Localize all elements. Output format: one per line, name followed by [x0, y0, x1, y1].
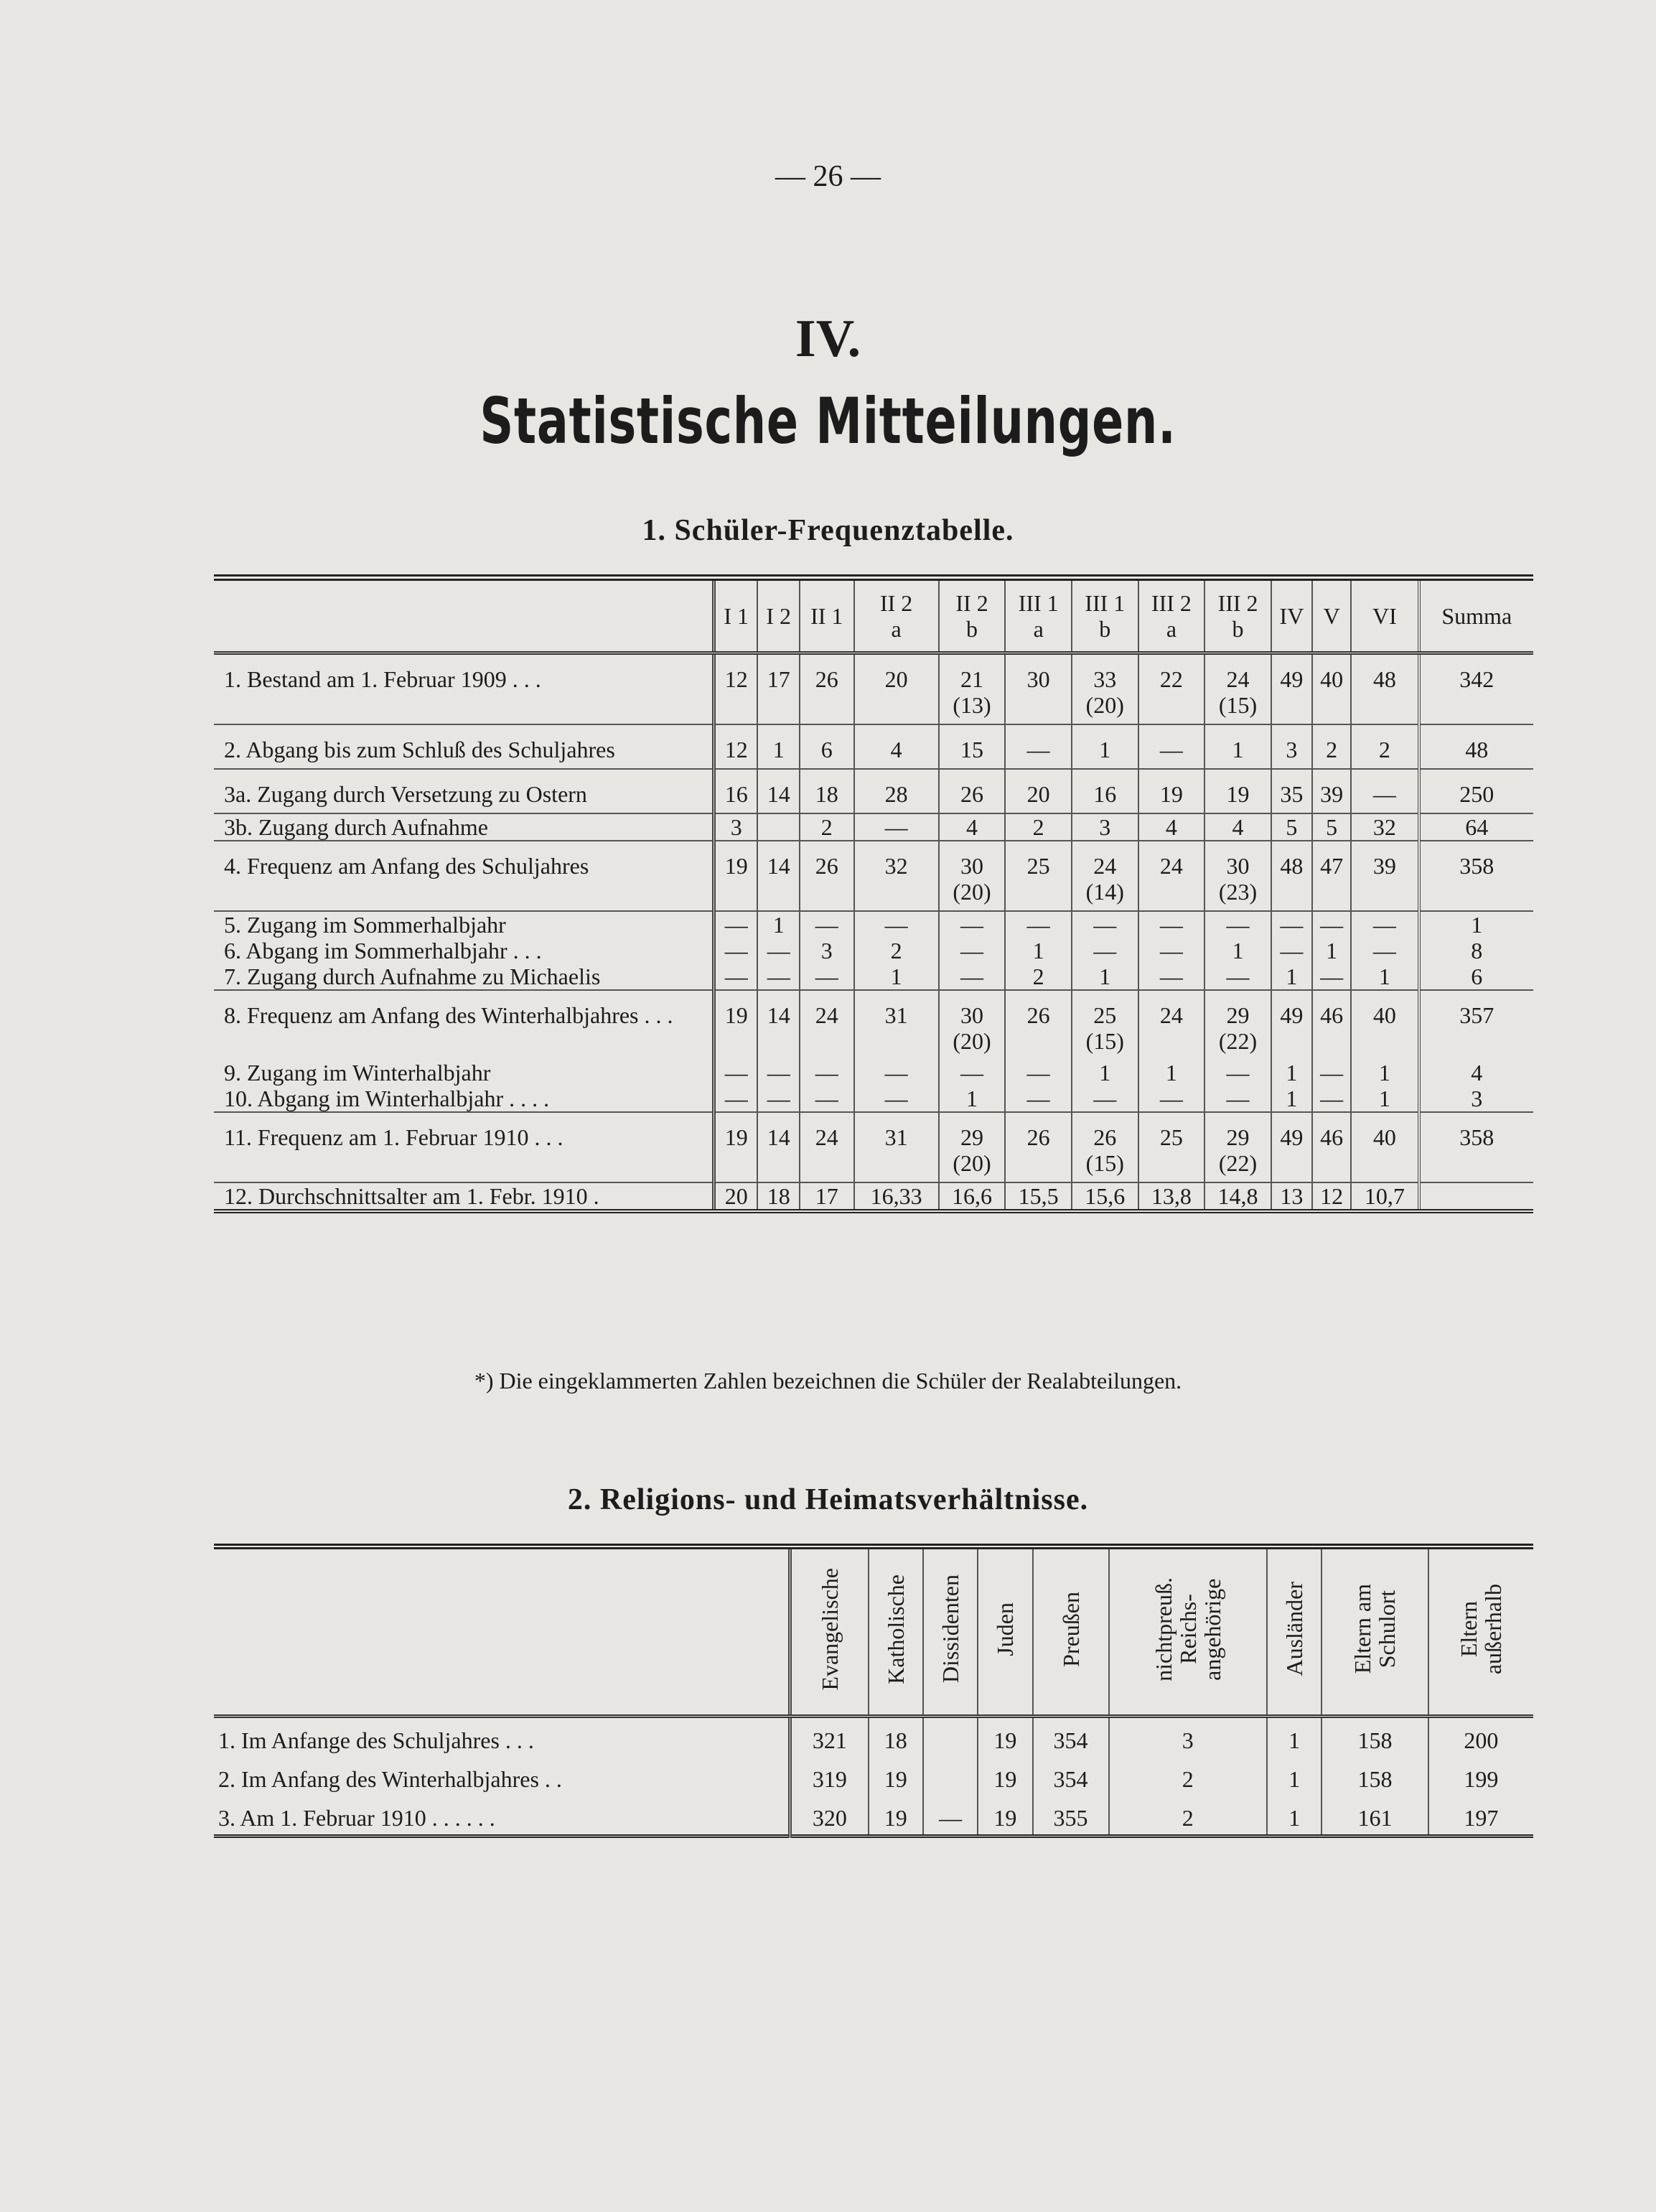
- table-cell: 14: [757, 841, 800, 911]
- table-cell: —: [1138, 1086, 1205, 1112]
- row-label: 2. Im Anfang des Winterhalbjahres . .: [218, 1766, 562, 1792]
- table-cell: —: [714, 963, 758, 990]
- table-cell: 16,6: [939, 1182, 1006, 1211]
- table-cell: —: [854, 1086, 939, 1112]
- table-cell: —: [854, 1060, 939, 1086]
- table-cell: 15: [939, 724, 1006, 769]
- table-cell: 320: [790, 1796, 869, 1837]
- table-cell: 1: [1138, 1060, 1205, 1086]
- table-cell: —: [757, 963, 800, 990]
- table-cell: 1: [1204, 724, 1271, 769]
- table-cell: 1: [1271, 1060, 1312, 1086]
- table-cell: 2: [854, 938, 939, 963]
- table-cell: —: [800, 1060, 854, 1086]
- table-cell: —: [1204, 1060, 1271, 1086]
- row-label: 3b. Zugang durch Aufnahme: [214, 813, 714, 841]
- col-header-text: Ausländer: [1281, 1582, 1308, 1676]
- table-row: [214, 653, 1533, 725]
- table-cell: 199: [1428, 1757, 1533, 1796]
- table-cell: 26: [800, 841, 854, 911]
- table-cell: 1: [1351, 1060, 1418, 1086]
- table-cell: —: [854, 813, 939, 841]
- col-header: [923, 1546, 978, 1717]
- chapter-title: Statistische Mitteilungen.: [480, 384, 1176, 458]
- table-cell: 24: [1138, 841, 1205, 911]
- section1-title: 1. Schüler-Frequenztabelle.: [642, 514, 1014, 547]
- table-cell: 49: [1271, 653, 1312, 725]
- table-cell: 250: [1419, 769, 1533, 813]
- table-cell: —: [1351, 911, 1418, 938]
- table-row: [214, 1757, 1533, 1796]
- table-cell: 31: [854, 1112, 939, 1182]
- table-cell: —: [1138, 724, 1205, 769]
- table-cell: 24: [1138, 990, 1205, 1060]
- section2-title: 2. Religions- und Heimatsverhältnisse.: [567, 1483, 1089, 1516]
- table-cell: 4: [854, 724, 939, 769]
- col-header-text: Eltern außerhalb: [1456, 1583, 1507, 1675]
- table-cell: 19: [978, 1796, 1032, 1837]
- row-label: 2. Abgang bis zum Schluß des Schuljahres: [214, 724, 714, 769]
- table-cell: —: [800, 1086, 854, 1112]
- table-cell: 197: [1428, 1796, 1533, 1837]
- table-cell: —: [1351, 769, 1418, 813]
- table-cell: —: [939, 938, 1006, 963]
- table-cell: 20: [854, 653, 939, 725]
- table-cell: 26 (15): [1072, 1112, 1138, 1182]
- col-header: [1267, 1546, 1321, 1717]
- table-cell: 321: [790, 1717, 869, 1758]
- table-cell: 16: [1072, 769, 1138, 813]
- table-row: [214, 841, 1533, 911]
- table-row: [214, 1717, 1533, 1758]
- table-cell: 49: [1271, 990, 1312, 1060]
- table-cell: 17: [757, 653, 800, 725]
- table-cell: 1: [1267, 1757, 1321, 1796]
- col-header: II 2 b: [939, 578, 1006, 653]
- religion-table: [214, 1544, 1533, 1838]
- table-cell: —: [939, 911, 1006, 938]
- table-cell: —: [714, 911, 758, 938]
- table-cell: 2: [1109, 1757, 1267, 1796]
- table-cell: 32: [854, 841, 939, 911]
- table-cell: 354: [1033, 1757, 1109, 1796]
- col-header: III 2 b: [1204, 578, 1271, 653]
- col-header: IV: [1271, 578, 1312, 653]
- table-cell: 24: [800, 1112, 854, 1182]
- table-row: [214, 1060, 1533, 1086]
- table-cell: 355: [1033, 1796, 1109, 1837]
- table-cell: 1: [757, 911, 800, 938]
- table-cell: —: [1005, 724, 1072, 769]
- table-cell: 12: [1312, 1182, 1351, 1211]
- row-label: 11. Frequenz am 1. Februar 1910 . . .: [214, 1112, 714, 1182]
- table-cell: 28: [854, 769, 939, 813]
- table-cell: 48: [1351, 653, 1418, 725]
- table-cell: —: [939, 963, 1006, 990]
- table-cell: 158: [1321, 1717, 1428, 1758]
- frequency-table: [214, 574, 1533, 1213]
- table-cell: 29 (22): [1204, 1112, 1271, 1182]
- table-row: [214, 911, 1533, 938]
- col-header-summa: Summa: [1419, 578, 1533, 653]
- table-cell: 2: [1005, 813, 1072, 841]
- table-cell: —: [1204, 963, 1271, 990]
- table-row: [214, 769, 1533, 813]
- table-cell: 14: [757, 769, 800, 813]
- header-label-cell: [214, 578, 714, 653]
- table-cell: 20: [1005, 769, 1072, 813]
- table-cell: 1: [1271, 1086, 1312, 1112]
- table-row: [214, 963, 1533, 990]
- table-cell: 19: [978, 1757, 1032, 1796]
- religion-table-header: [214, 1546, 1533, 1717]
- table-cell: 1: [1005, 938, 1072, 963]
- table-cell: 24 (14): [1072, 841, 1138, 911]
- table-cell: 48: [1419, 724, 1533, 769]
- table-cell: 3: [1271, 724, 1312, 769]
- table-cell: —: [757, 1060, 800, 1086]
- table-cell: 1: [854, 963, 939, 990]
- page-number: — 26 —: [775, 160, 881, 193]
- table-cell: 354: [1033, 1717, 1109, 1758]
- table-cell: 30 (20): [939, 841, 1006, 911]
- table-cell: 5: [1271, 813, 1312, 841]
- table-cell: 19: [1204, 769, 1271, 813]
- table-cell: 19: [714, 1112, 758, 1182]
- table-cell: 12: [714, 724, 758, 769]
- table-cell: 47: [1312, 841, 1351, 911]
- table-cell: 1: [1072, 1060, 1138, 1086]
- col-header-text: Preußen: [1057, 1591, 1084, 1667]
- row-label: 8. Frequenz am Anfang des Winterhalbjahres . . .: [224, 1002, 673, 1028]
- table-cell: —: [1312, 1086, 1351, 1112]
- table-cell: —: [714, 938, 758, 963]
- table-cell: 46: [1312, 990, 1351, 1060]
- table-cell: 1: [757, 724, 800, 769]
- row-label: 5. Zugang im Sommerhalbjahr: [224, 912, 506, 938]
- table-cell: 32: [1351, 813, 1418, 841]
- table-cell: 158: [1321, 1757, 1428, 1796]
- table-cell: —: [923, 1796, 978, 1837]
- row-label: 4. Frequenz am Anfang des Schuljahres: [214, 841, 714, 911]
- table-cell: —: [1072, 938, 1138, 963]
- col-header: [1321, 1546, 1428, 1717]
- table-cell: 1: [1072, 724, 1138, 769]
- table-cell: —: [1138, 911, 1205, 938]
- row-label: 12. Durchschnittsalter am 1. Febr. 1910 .: [224, 1183, 599, 1209]
- col-header: [790, 1546, 869, 1717]
- row-label: 6. Abgang im Sommerhalbjahr . . .: [224, 938, 542, 963]
- table-cell: 20: [714, 1182, 758, 1211]
- table-cell: —: [1005, 911, 1072, 938]
- col-header-text: nichtpreuß. Reichs- angehörige: [1150, 1577, 1225, 1681]
- table-cell: 1: [1419, 911, 1533, 938]
- table-cell: —: [1312, 963, 1351, 990]
- table-cell: 22: [1138, 653, 1205, 725]
- col-header: I 1: [714, 578, 758, 653]
- table-cell: 39: [1312, 769, 1351, 813]
- table-cell: 19: [869, 1757, 923, 1796]
- table-cell: —: [939, 1060, 1006, 1086]
- table-cell: —: [1005, 1060, 1072, 1086]
- table-cell: 1: [1351, 1086, 1418, 1112]
- table-cell: 2: [1005, 963, 1072, 990]
- table-cell: 2: [800, 813, 854, 841]
- col-header: II 1: [800, 578, 854, 653]
- col-header: III 1 b: [1072, 578, 1138, 653]
- table-cell: 10,7: [1351, 1182, 1418, 1211]
- table-cell: 8: [1419, 938, 1533, 963]
- table-cell: 31: [854, 990, 939, 1060]
- table-cell: 6: [1419, 963, 1533, 990]
- table-cell: 18: [869, 1717, 923, 1758]
- table-cell: 18: [757, 1182, 800, 1211]
- table-cell: —: [1271, 938, 1312, 963]
- table-cell: —: [1072, 911, 1138, 938]
- table-cell: 4: [1204, 813, 1271, 841]
- table-cell: 64: [1419, 813, 1533, 841]
- table-cell: 24 (15): [1204, 653, 1271, 725]
- table-cell: 21 (13): [939, 653, 1006, 725]
- frequency-table-body: [214, 653, 1533, 1212]
- table-cell: 40: [1351, 990, 1418, 1060]
- col-header-text: Evangelische: [816, 1567, 843, 1691]
- col-header: V: [1312, 578, 1351, 653]
- table-cell: 1: [1351, 963, 1418, 990]
- table-cell: 30: [1005, 653, 1072, 725]
- table-row: [214, 938, 1533, 963]
- table-cell: 4: [1419, 1060, 1533, 1086]
- religion-table-body: [214, 1717, 1533, 1837]
- row-label: 7. Zugang durch Aufnahme zu Michaelis: [214, 963, 714, 990]
- table-row: [214, 990, 1533, 1060]
- col-header: VI: [1351, 578, 1418, 653]
- table-cell: 19: [714, 841, 758, 911]
- table-cell: —: [714, 1060, 758, 1086]
- table-row: [214, 1086, 1533, 1112]
- table-cell: 29 (20): [939, 1112, 1006, 1182]
- table-cell: 1: [1267, 1796, 1321, 1837]
- table-cell: 33 (20): [1072, 653, 1138, 725]
- table-cell: —: [1351, 938, 1418, 963]
- col-header: III 1 a: [1005, 578, 1072, 653]
- table-cell: 358: [1419, 1112, 1533, 1182]
- table-row: [214, 724, 1533, 769]
- table-cell: 14,8: [1204, 1182, 1271, 1211]
- table-cell: 13: [1271, 1182, 1312, 1211]
- table-cell: 40: [1312, 653, 1351, 725]
- table-cell: [1419, 1182, 1533, 1211]
- col-header: II 2 a: [854, 578, 939, 653]
- table-cell: 19: [1138, 769, 1205, 813]
- table-cell: 19: [714, 990, 758, 1060]
- table-cell: 2: [1109, 1796, 1267, 1837]
- table-cell: 3: [1072, 813, 1138, 841]
- table-cell: 48: [1271, 841, 1312, 911]
- table-cell: 358: [1419, 841, 1533, 911]
- table-cell: 319: [790, 1757, 869, 1796]
- table-cell: 1: [1072, 963, 1138, 990]
- table-cell: 3: [800, 938, 854, 963]
- table-cell: 49: [1271, 1112, 1312, 1182]
- table-cell: 46: [1312, 1112, 1351, 1182]
- table-cell: 25 (15): [1072, 990, 1138, 1060]
- col-header: [1109, 1546, 1267, 1717]
- table-cell: —: [1312, 911, 1351, 938]
- col-header-text: Dissidenten: [937, 1574, 964, 1684]
- table-cell: 161: [1321, 1796, 1428, 1837]
- table-cell: 15,5: [1005, 1182, 1072, 1211]
- table-cell: 4: [1138, 813, 1205, 841]
- table-cell: 357: [1419, 990, 1533, 1060]
- row-label: 3a. Zugang durch Versetzung zu Ostern: [214, 769, 714, 813]
- table-cell: 5: [1312, 813, 1351, 841]
- table-cell: —: [854, 911, 939, 938]
- table-cell: —: [757, 1086, 800, 1112]
- table-cell: 26: [1005, 990, 1072, 1060]
- table-cell: 25: [1005, 841, 1072, 911]
- row-label: 9. Zugang im Winterhalbjahr: [224, 1060, 491, 1086]
- table-cell: 1: [1271, 963, 1312, 990]
- table-cell: 12: [714, 653, 758, 725]
- table-row: [214, 1796, 1533, 1837]
- table-cell: —: [1138, 963, 1205, 990]
- table-cell: 13,8: [1138, 1182, 1205, 1211]
- table-row: [214, 1112, 1533, 1182]
- col-header: [1033, 1546, 1109, 1717]
- table-cell: 342: [1419, 653, 1533, 725]
- table-cell: —: [1204, 1086, 1271, 1112]
- table-cell: —: [1312, 1060, 1351, 1086]
- row-label: 10. Abgang im Winterhalbjahr . . . .: [214, 1086, 714, 1112]
- table-cell: —: [1138, 938, 1205, 963]
- table-cell: 26: [1005, 1112, 1072, 1182]
- header-label-cell: [214, 1546, 790, 1717]
- table-cell: 30 (20): [939, 990, 1006, 1060]
- table-cell: —: [1271, 911, 1312, 938]
- table-cell: —: [1204, 911, 1271, 938]
- table-cell: 40: [1351, 1112, 1418, 1182]
- table-cell: 17: [800, 1182, 854, 1211]
- table-cell: —: [714, 1086, 758, 1112]
- table-cell: 14: [757, 1112, 800, 1182]
- col-header: [869, 1546, 923, 1717]
- row-label: 1. Bestand am 1. Februar 1909 . . .: [214, 653, 714, 725]
- footnote: *) Die eingeklammerten Zahlen bezeichnen die Schüler der Realabteilungen.: [474, 1368, 1182, 1394]
- col-header: III 2 a: [1138, 578, 1205, 653]
- table-cell: [923, 1717, 978, 1758]
- frequency-table-header: [214, 578, 1533, 653]
- table-cell: 1: [1204, 938, 1271, 963]
- table-cell: 3: [714, 813, 758, 841]
- table-cell: 26: [939, 769, 1006, 813]
- table-cell: 25: [1138, 1112, 1205, 1182]
- table-cell: 15,6: [1072, 1182, 1138, 1211]
- table-cell: 4: [939, 813, 1006, 841]
- table-cell: 39: [1351, 841, 1418, 911]
- col-header: [1428, 1546, 1533, 1717]
- table-cell: [757, 813, 800, 841]
- chapter-number: IV.: [795, 309, 861, 368]
- col-header: I 2: [757, 578, 800, 653]
- table-cell: —: [800, 911, 854, 938]
- table-cell: —: [800, 963, 854, 990]
- table-cell: 2: [1312, 724, 1351, 769]
- table-cell: 26: [800, 653, 854, 725]
- table-cell: 200: [1428, 1717, 1533, 1758]
- row-label: 1. Im Anfange des Schuljahres . . .: [218, 1727, 534, 1753]
- table-cell: 1: [1312, 938, 1351, 963]
- table-cell: [923, 1757, 978, 1796]
- table-cell: 24: [800, 990, 854, 1060]
- table-cell: 1: [939, 1086, 1006, 1112]
- table-row: [214, 1182, 1533, 1211]
- table-cell: 3: [1109, 1717, 1267, 1758]
- table-cell: 6: [800, 724, 854, 769]
- row-label: 3. Am 1. Februar 1910 . . . . . .: [218, 1805, 495, 1831]
- col-header: [978, 1546, 1032, 1717]
- table-cell: —: [757, 938, 800, 963]
- table-cell: 29 (22): [1204, 990, 1271, 1060]
- table-cell: 16: [714, 769, 758, 813]
- col-header-text: Juden: [992, 1602, 1019, 1656]
- table-cell: —: [1072, 1086, 1138, 1112]
- table-cell: 30 (23): [1204, 841, 1271, 911]
- col-header-text: Katholische: [882, 1574, 909, 1684]
- col-header-text: Eltern am Schulort: [1349, 1584, 1400, 1674]
- table-cell: —: [1005, 1086, 1072, 1112]
- table-cell: 1: [1267, 1717, 1321, 1758]
- table-cell: 3: [1419, 1086, 1533, 1112]
- table-cell: 16,33: [854, 1182, 939, 1211]
- table-cell: 19: [869, 1796, 923, 1837]
- table-cell: 2: [1351, 724, 1418, 769]
- table-cell: 35: [1271, 769, 1312, 813]
- table-row: [214, 813, 1533, 841]
- table-cell: 18: [800, 769, 854, 813]
- table-cell: 14: [757, 990, 800, 1060]
- table-cell: 19: [978, 1717, 1032, 1758]
